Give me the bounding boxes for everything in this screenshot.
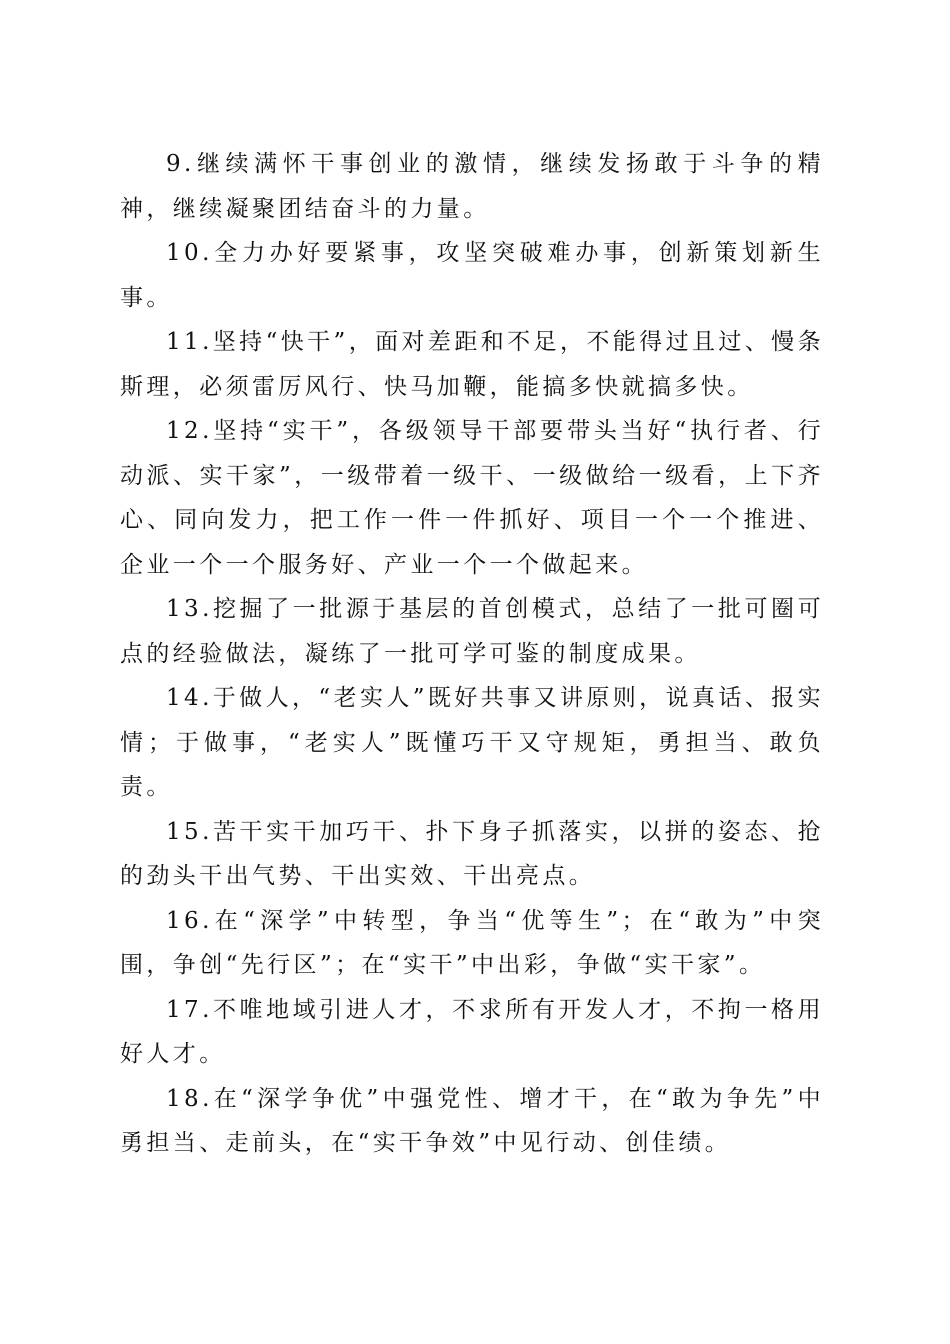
paragraph-14: 14.于做人，“老实人”既好共事又讲原则，说真话、报实情；于做事，“老实人”既懂巧干又守规矩，勇担当、敢负责。	[120, 685, 824, 800]
paragraph-18: 18.在“深学争优”中强党性、增才干，在“敢为争先”中勇担当、走前头，在“实干争效”中见行动、创佳绩。	[120, 1085, 824, 1156]
paragraph-10: 10.全力办好要紧事，攻坚突破难办事，创新策划新生事。	[120, 240, 824, 311]
document-body	[120, 142, 824, 1166]
paragraph-9: 9.继续满怀干事创业的激情，继续发扬敢于斗争的精神，继续凝聚团结奋斗的力量。	[120, 151, 824, 222]
paragraph-16: 16.在“深学”中转型，争当“优等生”；在“敢为”中突围，争创“先行区”；在“实干”中出彩，争做“实干家”。	[120, 907, 824, 978]
paragraph-13: 13.挖掘了一批源于基层的首创模式，总结了一批可圈可点的经验做法，凝练了一批可学可鉴的制度成果。	[120, 596, 824, 667]
paragraph-12: 12.坚持“实干”，各级领导干部要带头当好“执行者、行动派、实干家”，一级带着一级干、一级做给一级看，上下齐心、同向发力，把工作一件一件抓好、项目一个一个推进、企业一个一个服务好、产业一个一个做起来。	[120, 418, 824, 578]
paragraph-11: 11.坚持“快干”，面对差距和不足，不能得过且过、慢条斯理，必须雷厉风行、快马加鞭，能搞多快就搞多快。	[120, 329, 824, 400]
paragraph-17: 17.不唯地域引进人才，不求所有开发人才，不拘一格用好人才。	[120, 996, 824, 1067]
paragraph-15: 15.苦干实干加巧干、扑下身子抓落实，以拼的姿态、抢的劲头干出气势、干出实效、干出亮点。	[120, 818, 824, 889]
